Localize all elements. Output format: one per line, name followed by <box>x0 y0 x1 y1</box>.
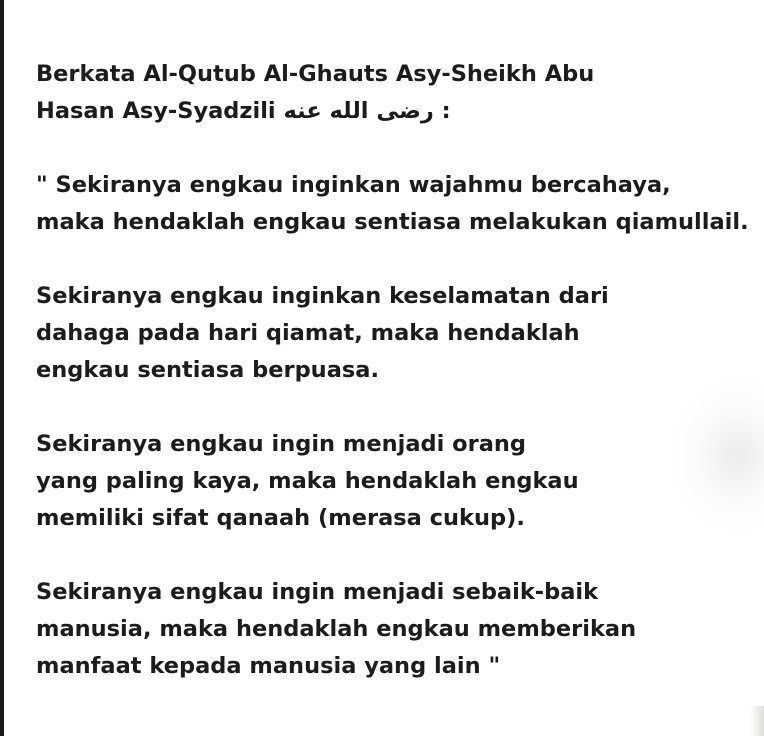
heading-colon: : <box>441 98 451 124</box>
paragraph-line: manusia, maka hendaklah engkau memberikan <box>36 616 637 642</box>
paragraph-line: yang paling kaya, maka hendaklah engkau <box>36 468 579 494</box>
paragraph-line: Sekiranya engkau inginkan keselamatan dari <box>36 283 609 309</box>
paragraph-line: maka hendaklah engkau sentiasa melakukan qiamullail. <box>36 209 749 235</box>
quote-paragraph-2 <box>36 278 756 389</box>
paragraph-line: dahaga pada hari qiamat, maka hendaklah <box>36 320 580 346</box>
corner-mark <box>750 706 764 736</box>
heading-author: Hasan Asy-Syadzili <box>36 98 276 124</box>
quote-paragraph-3 <box>36 426 756 537</box>
heading-line-2 <box>36 93 756 130</box>
paragraph-line: manfaat kepada manusia yang lain " <box>36 653 501 679</box>
quote-paragraph-1 <box>36 167 756 241</box>
quote-paragraph-4 <box>36 574 756 685</box>
paragraph-line: " Sekiranya engkau inginkan wajahmu bercahaya, <box>36 172 671 198</box>
paragraph-line: memiliki sifat qanaah (merasa cukup). <box>36 505 525 531</box>
paragraph-line: Sekiranya engkau ingin menjadi sebaik-baik <box>36 579 599 605</box>
left-edge-border <box>0 0 4 736</box>
heading-line-1: Berkata Al-Qutub Al-Ghauts Asy-Sheikh Abu <box>36 61 595 87</box>
paragraph-line: Sekiranya engkau ingin menjadi orang <box>36 431 527 457</box>
heading-arabic-honorific: رضى الله عنه <box>283 98 434 124</box>
heading <box>36 56 756 130</box>
quote-document <box>36 56 756 685</box>
paragraph-line: engkau sentiasa berpuasa. <box>36 357 380 383</box>
